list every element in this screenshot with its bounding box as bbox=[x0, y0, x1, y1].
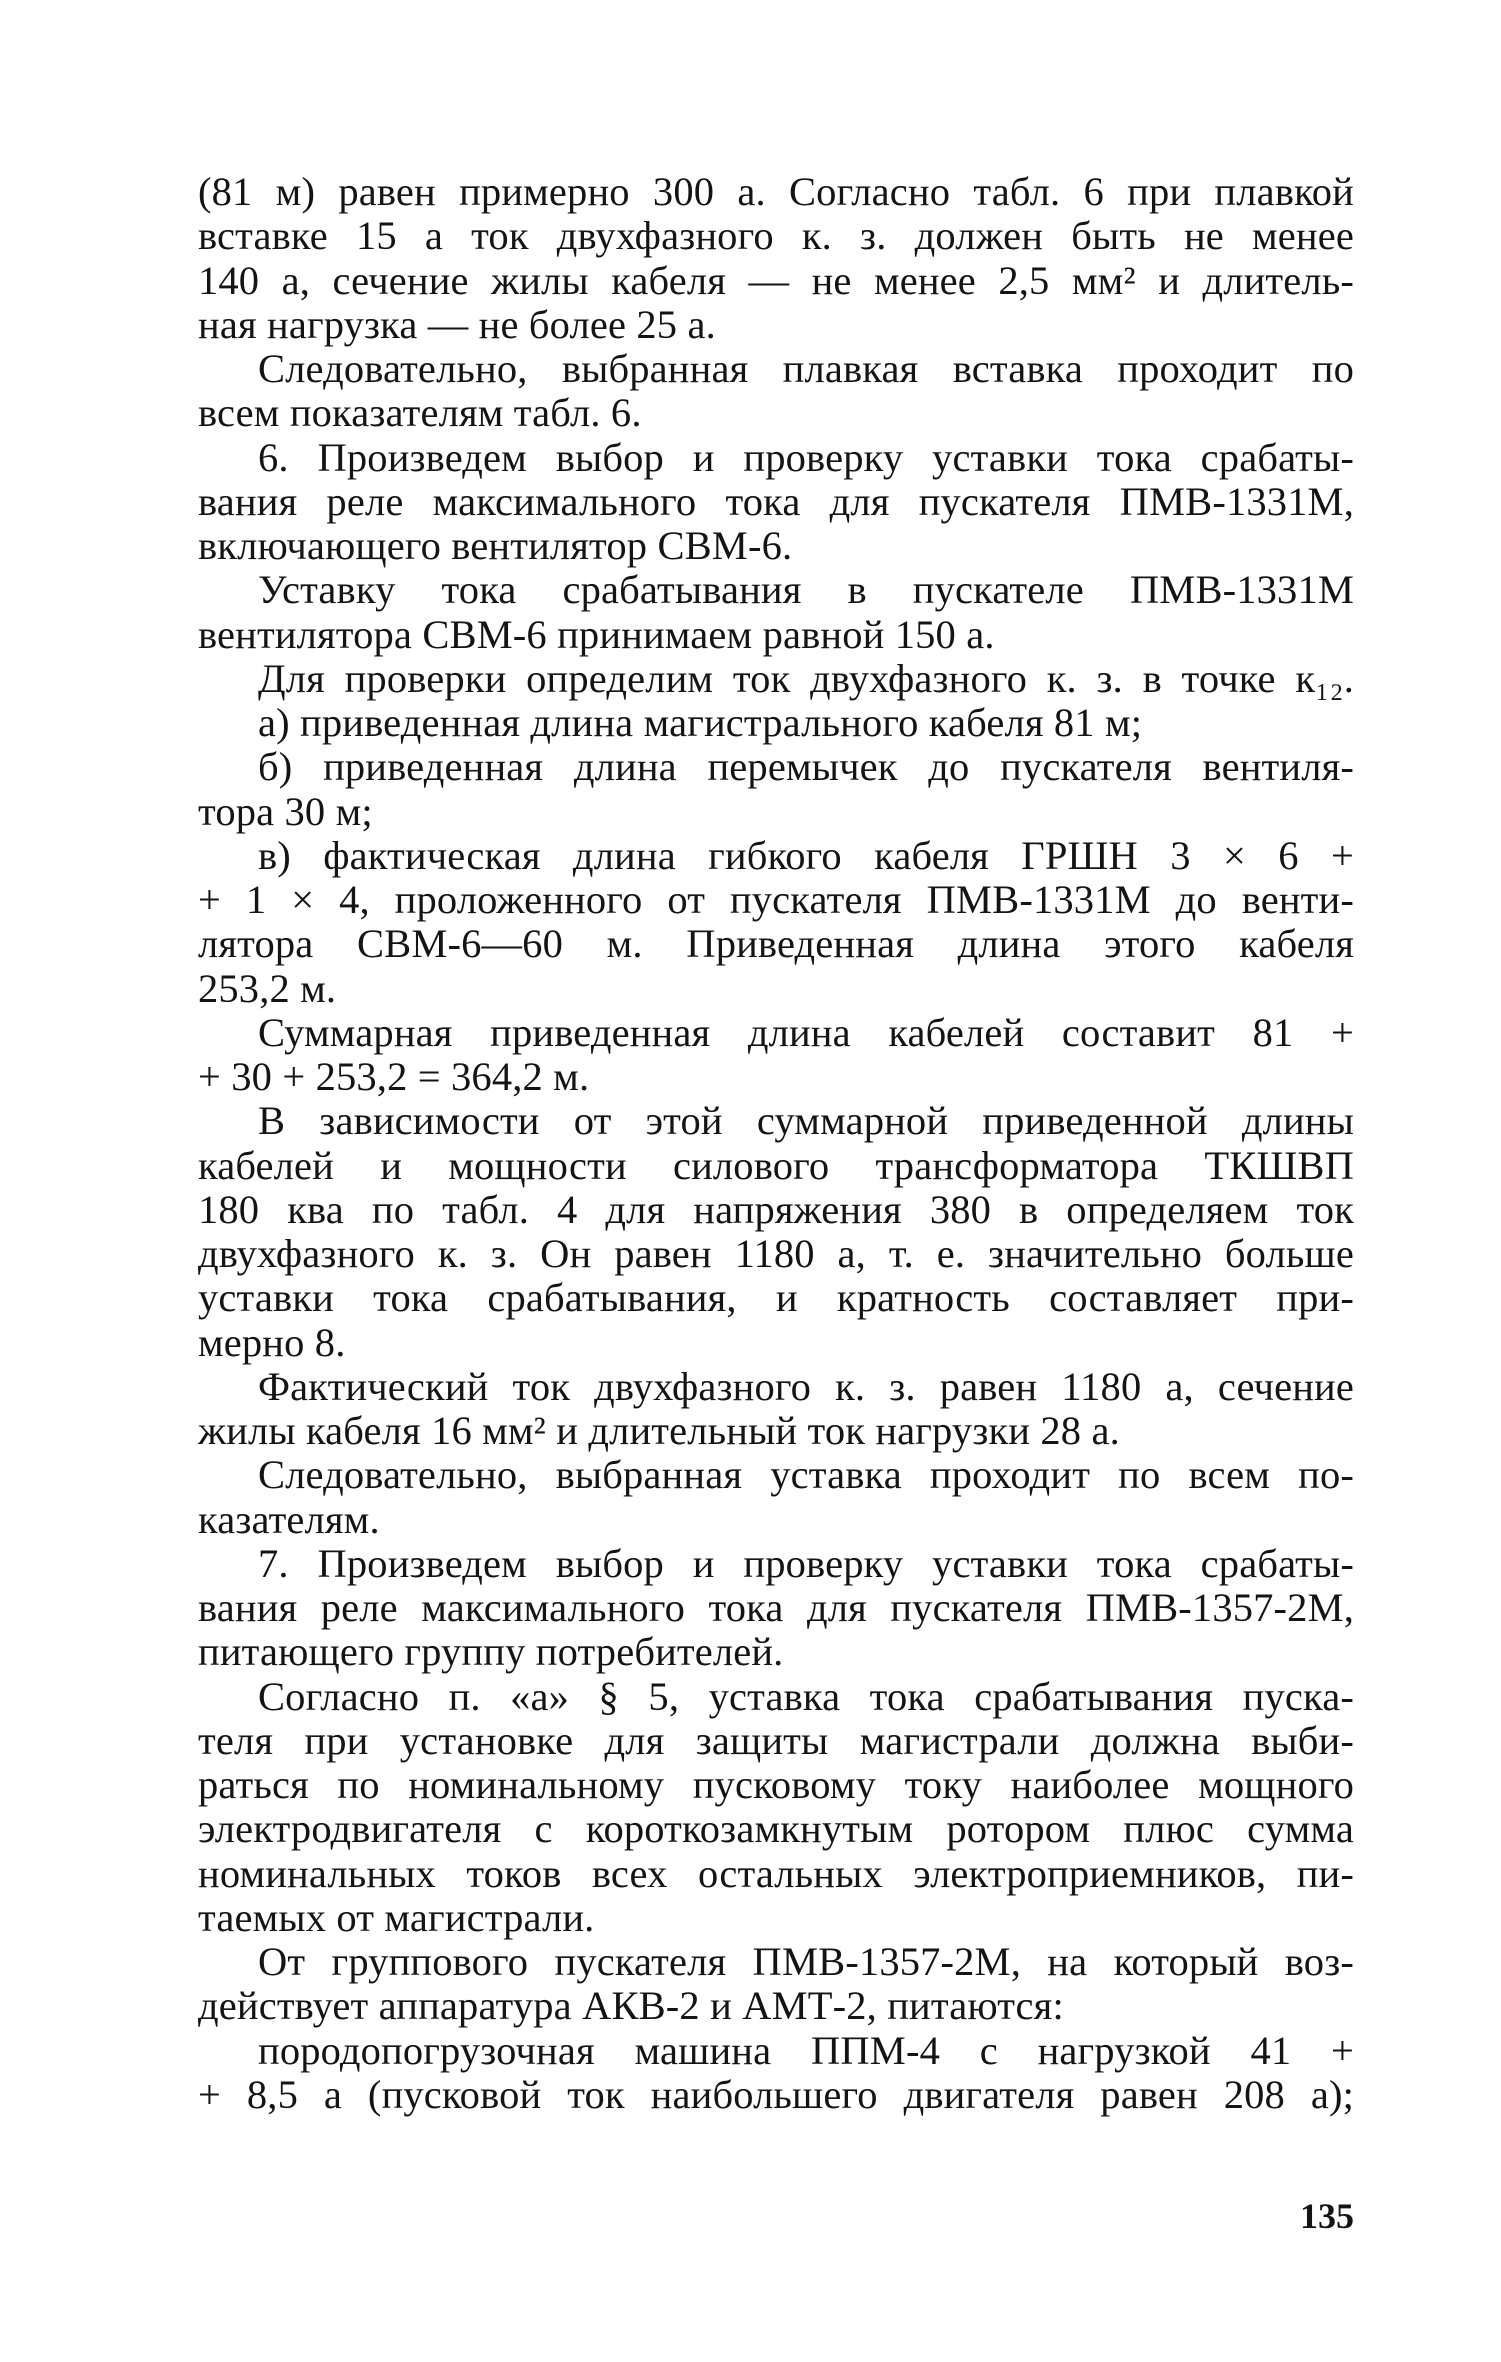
text-line: Для проверки определим ток двухфазного к. з. в точке к₁₂. bbox=[258, 655, 1354, 701]
page-number: 135 bbox=[1300, 2196, 1354, 2236]
text-line: + 1 × 4, проложенного от пускателя ПМВ-1331М до венти- bbox=[198, 877, 1354, 922]
text-line: питающего группу потребителей. bbox=[198, 1629, 784, 1675]
text-line: таемых от магистрали. bbox=[198, 1894, 595, 1940]
text-line: вставке 15 а ток двухфазного к. з. должен быть не менее bbox=[198, 213, 1354, 259]
text-line: Фактический ток двухфазного к. з. равен 1180 а, сечение bbox=[258, 1363, 1354, 1409]
text-line: От группового пускателя ПМВ-1357-2М, на который воз- bbox=[258, 1939, 1354, 1984]
text-line: теля при установке для защиты магистрали должна выби- bbox=[198, 1717, 1354, 1763]
text-line: вания реле максимального тока для пускателя ПМВ-1357-2М, bbox=[198, 1585, 1354, 1630]
text-line: действует аппаратура АКВ-2 и АМТ-2, питаются: bbox=[198, 1983, 1064, 2029]
text-line: двухфазного к. з. Он равен 1180 а, т. е. значительно больше bbox=[198, 1231, 1354, 1276]
text-line: раться по номинальному пусковому току наиболее мощного bbox=[198, 1762, 1354, 1807]
text-line: + 30 + 253,2 = 364,2 м. bbox=[198, 1054, 590, 1099]
text-line: б) приведенная длина перемычек до пускателя вентиля- bbox=[258, 744, 1354, 790]
text-line: В зависимости от этой суммарной приведенной длины bbox=[258, 1098, 1354, 1144]
text-line: Следовательно, выбранная уставка проходит по всем по- bbox=[258, 1452, 1354, 1498]
text-line: номинальных токов всех остальных электроприемников, пи- bbox=[198, 1850, 1354, 1896]
text-line: Следовательно, выбранная плавкая вставка проходит по bbox=[258, 346, 1354, 391]
text-line: 7. Произведем выбор и проверку уставки тока срабаты- bbox=[258, 1540, 1354, 1586]
text-line: (81 м) равен примерно 300 а. Согласно табл. 6 при плавкой bbox=[198, 169, 1354, 214]
text-line: мерно 8. bbox=[198, 1319, 346, 1365]
text-line: вентилятора СВМ-6 принимаем равной 150 а. bbox=[198, 611, 995, 657]
page-text bbox=[198, 170, 1354, 2117]
text-line: казателям. bbox=[198, 1496, 380, 1542]
text-line: вания реле максимального тока для пускателя ПМВ-1331М, bbox=[198, 478, 1354, 524]
text-line: 180 ква по табл. 4 для напряжения 380 в определяем ток bbox=[198, 1186, 1354, 1232]
text-line: 253,2 м. bbox=[198, 965, 337, 1011]
text-line: электродвигателя с короткозамкнутым ротором плюс сумма bbox=[198, 1806, 1354, 1852]
text-line: уставки тока срабатывания, и кратность составляет при- bbox=[198, 1275, 1354, 1321]
text-line: всем показателям табл. 6. bbox=[198, 390, 642, 436]
text-line: жилы кабеля 16 мм² и длительный ток нагрузки 28 а. bbox=[198, 1408, 1120, 1453]
text-line: + 8,5 а (пусковой ток наибольшего двигателя равен 208 а); bbox=[198, 2071, 1354, 2117]
text-line: тора 30 м; bbox=[198, 788, 373, 834]
text-line: Уставку тока срабатывания в пускателе ПМВ-1331М bbox=[258, 567, 1354, 613]
text-line: ная нагрузка — не более 25 а. bbox=[198, 301, 716, 347]
text-line: лятора СВМ-6—60 м. Приведенная длина этого кабеля bbox=[198, 921, 1354, 967]
text-line: включающего вентилятор СВМ-6. bbox=[198, 523, 793, 568]
text-line: 140 а, сечение жилы кабеля — не менее 2,5 мм² и длитель- bbox=[198, 257, 1354, 303]
text-line: кабелей и мощности силового трансформатора ТКШВП bbox=[198, 1142, 1354, 1188]
text-line: в) фактическая длина гибкого кабеля ГРШН 3 × 6 + bbox=[258, 832, 1354, 878]
text-line: а) приведенная длина магистрального кабеля 81 м; bbox=[258, 700, 1143, 745]
text-line: 6. Произведем выбор и проверку уставки тока срабаты- bbox=[258, 434, 1354, 480]
text-line: Суммарная приведенная длина кабелей составит 81 + bbox=[258, 1009, 1354, 1055]
text-line: Согласно п. «а» § 5, уставка тока срабатывания пуска- bbox=[258, 1673, 1354, 1719]
text-line: породопогрузочная машина ППМ-4 с нагрузкой 41 + bbox=[258, 2027, 1354, 2073]
